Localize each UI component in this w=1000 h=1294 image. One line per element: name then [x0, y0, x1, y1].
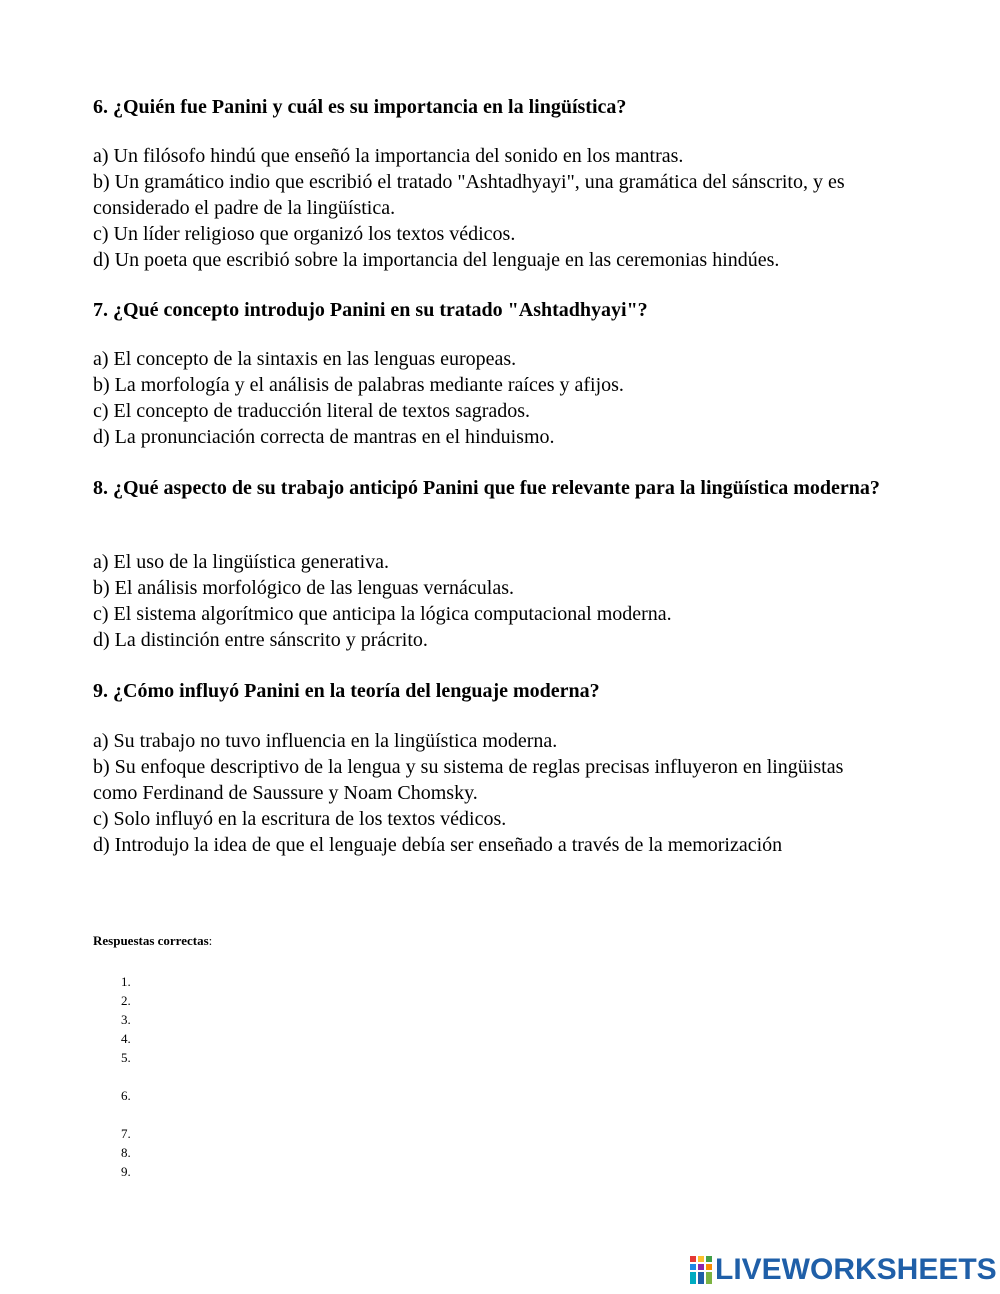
question-6-option-b: b) Un gramático indio que escribió el tratado "Ashtadhyayi", una gramática del sánscrito, y es considerado el padre de la lingüística. — [93, 171, 845, 219]
answers-heading-label: Respuestas correctas — [93, 933, 209, 948]
liveworksheets-logo-icon — [690, 1256, 712, 1284]
answer-number-2: 2. — [121, 993, 131, 1008]
question-9-option-c: c) Solo influyó en la escritura de los textos védicos. — [93, 808, 507, 830]
question-8-option-a: a) El uso de la lingüística generativa. — [93, 551, 390, 573]
question-7-option-b: b) La morfología y el análisis de palabras mediante raíces y afijos. — [93, 374, 624, 396]
answer-number-8: 8. — [121, 1145, 131, 1160]
answer-number-4: 4. — [121, 1031, 131, 1046]
question-8-option-c: c) El sistema algorítmico que anticipa la lógica computacional moderna. — [93, 603, 672, 625]
question-9-option-b: b) Su enfoque descriptivo de la lengua y su sistema de reglas precisas influyeron en lingüistas como Ferdinand de Saussure y Noam Chomsky. — [93, 756, 844, 804]
question-8-option-d: d) La distinción entre sánscrito y prácrito. — [93, 629, 428, 651]
question-9-option-d: d) Introdujo la idea de que el lenguaje debía ser enseñado a través de la memorización — [93, 834, 783, 856]
question-9-title: 9. ¿Cómo influyó Panini en la teoría del lenguaje moderna? — [93, 680, 600, 702]
question-7-option-a: a) El concepto de la sintaxis en las lenguas europeas. — [93, 348, 517, 370]
question-6-option-d: d) Un poeta que escribió sobre la importancia del lenguaje en las ceremonias hindúes. — [93, 249, 780, 271]
liveworksheets-logo — [690, 1254, 997, 1286]
answer-number-7: 7. — [121, 1126, 131, 1141]
answers-heading — [93, 932, 212, 950]
question-7-option-c: c) El concepto de traducción literal de textos sagrados. — [93, 400, 531, 422]
answer-number-6: 6. — [121, 1088, 131, 1103]
liveworksheets-logo-text: LIVEWORKSHEETS — [715, 1253, 997, 1286]
answers-heading-colon: : — [208, 933, 213, 948]
question-6-option-a: a) Un filósofo hindú que enseñó la importancia del sonido en los mantras. — [93, 145, 684, 167]
question-6-option-c: c) Un líder religioso que organizó los textos védicos. — [93, 223, 516, 245]
answer-number-1: 1. — [121, 974, 131, 989]
answer-number-9: 9. — [121, 1164, 131, 1179]
question-7-option-d: d) La pronunciación correcta de mantras en el hinduismo. — [93, 426, 555, 448]
answer-number-5: 5. — [121, 1050, 131, 1065]
question-8-option-b: b) El análisis morfológico de las lenguas vernáculas. — [93, 577, 514, 599]
question-8-title: 8. ¿Qué aspecto de su trabajo anticipó Panini que fue relevante para la lingüística moderna? — [93, 477, 880, 499]
question-7-title: 7. ¿Qué concepto introdujo Panini en su tratado "Ashtadhyayi"? — [93, 299, 648, 321]
question-9-option-a: a) Su trabajo no tuvo influencia en la lingüística moderna. — [93, 730, 558, 752]
question-6-title: 6. ¿Quién fue Panini y cuál es su importancia en la lingüística? — [93, 96, 627, 118]
answer-number-3: 3. — [121, 1012, 131, 1027]
